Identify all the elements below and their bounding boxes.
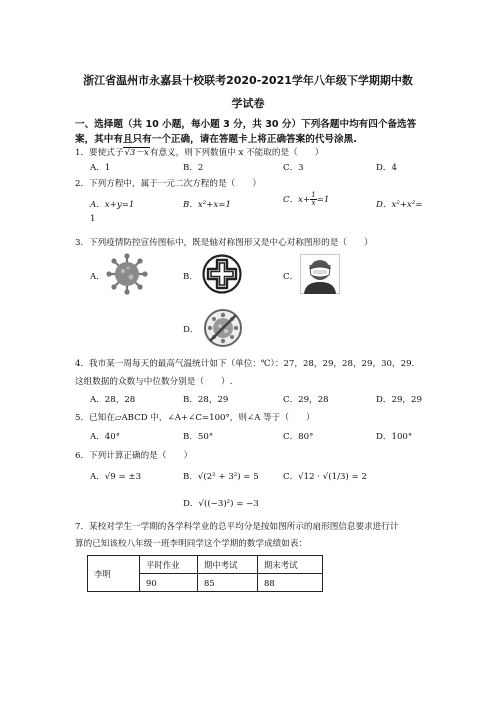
question-4-line2: 这组数据的众数与中位数分别是（ ）. <box>75 377 233 387</box>
section-heading-line1: 一、选择题（共 10 小题，每小题 3 分，共 30 分）下列各题中均有四个备选答 <box>75 119 417 130</box>
question-1-stem <box>75 146 323 158</box>
header-homework: 平时作业 <box>140 556 198 574</box>
paper-title-line1: 浙江省温州市永嘉县十校联考2020-2021学年八年级下学期期中数 <box>83 74 413 87</box>
virus-icon <box>106 253 148 295</box>
q4-option-c[interactable]: C．29，28 <box>283 395 329 405</box>
q1-stem-suffix: 有意义，则下列数值中 x 不能取的是（ ） <box>149 148 324 158</box>
q6-option-a[interactable]: A．√9 = ±3 <box>90 472 142 482</box>
q1-option-d[interactable]: D．4 <box>376 163 397 173</box>
q3-label-d[interactable]: D． <box>183 325 199 335</box>
q2-option-a[interactable]: A．x+y=1 <box>90 200 135 210</box>
section-heading-line2: 案，其中有且只有一个正确，请在答题卡上将正确答案的代号涂黑. <box>75 134 357 145</box>
q6-option-b[interactable]: B．√(2² + 3²) = 5 <box>183 472 259 482</box>
q2-c-prefix: C．x+ <box>283 195 311 205</box>
table-row <box>88 556 323 574</box>
q2-option-d-continued: 1 <box>90 214 96 224</box>
q5-option-c[interactable]: C．80° <box>283 432 314 442</box>
q2-c-denominator: x <box>311 199 316 207</box>
question-5-stem: 5．已知在▱ABCD 中，∠A+∠C=100°，则∠A 等于（ ） <box>75 413 315 423</box>
q1-radicand: 3－x <box>129 148 149 158</box>
q1-option-a[interactable]: A．1 <box>90 163 111 173</box>
question-7-line2: 算的已知该校八年级一班李明同学这个学期的数学成绩如表： <box>75 539 308 549</box>
q5-option-b[interactable]: B．50° <box>183 432 214 442</box>
q1-sqrt-sign: √ <box>124 148 130 158</box>
question-3-stem: 3．下列疫情防控宣传图标中，既是轴对称图形又是中心对称图形的是（ ） <box>75 238 373 248</box>
q5-option-d[interactable]: D．100° <box>376 432 413 442</box>
medical-cross-icon <box>202 254 242 294</box>
q3-label-b[interactable]: B． <box>183 272 198 282</box>
q5-option-a[interactable]: A．40° <box>90 432 121 442</box>
q6-option-d[interactable]: D．√((−3)²) = −3 <box>183 499 259 509</box>
header-final: 期末考试 <box>258 556 323 574</box>
q4-option-b[interactable]: B．28，29 <box>183 395 229 405</box>
q2-option-b[interactable]: B．x²+x=1 <box>183 200 231 210</box>
question-6-stem: 6．下列计算正确的是（ ） <box>75 451 193 461</box>
score-table <box>87 555 323 592</box>
paper-title-line2: 学试卷 <box>231 97 265 110</box>
no-virus-icon <box>203 308 243 348</box>
q3-label-c[interactable]: C． <box>283 272 299 282</box>
student-name-cell: 李明 <box>88 556 140 592</box>
q1-stem-prefix: 1．要使式子 <box>75 148 124 158</box>
q1-radical <box>123 147 149 158</box>
q1-option-b[interactable]: B．2 <box>183 163 204 173</box>
q1-option-c[interactable]: C．3 <box>283 163 304 173</box>
q2-c-numerator: 1 <box>311 191 316 199</box>
q3-label-a[interactable]: A． <box>90 272 105 282</box>
score-homework: 90 <box>140 574 198 592</box>
score-midterm: 85 <box>198 574 258 592</box>
masked-person-icon <box>300 254 340 294</box>
q6-option-c[interactable]: C．√12 · √(1/3) = 2 <box>283 472 367 482</box>
q2-c-suffix: =1 <box>316 195 330 205</box>
question-2-stem: 2．下列方程中，属于一元二次方程的是（ ） <box>75 179 261 189</box>
q2-option-d[interactable]: D．x²+x²= <box>376 200 423 210</box>
q4-option-d[interactable]: D．29，29 <box>376 395 422 405</box>
header-midterm: 期中考试 <box>198 556 258 574</box>
q4-option-a[interactable]: A．28，28 <box>90 395 136 405</box>
q2-option-c[interactable] <box>283 192 329 207</box>
score-final: 88 <box>258 574 323 592</box>
question-7-line1: 7．某校对学生一学期的各学科学业的总平均分是按如图所示的扇形图信息要求进行计 <box>75 522 399 532</box>
question-4-line1: 4．我市某一周每天的最高气温统计如下（单位：℃）：27，28，29，28，29，30，29. <box>75 359 415 369</box>
